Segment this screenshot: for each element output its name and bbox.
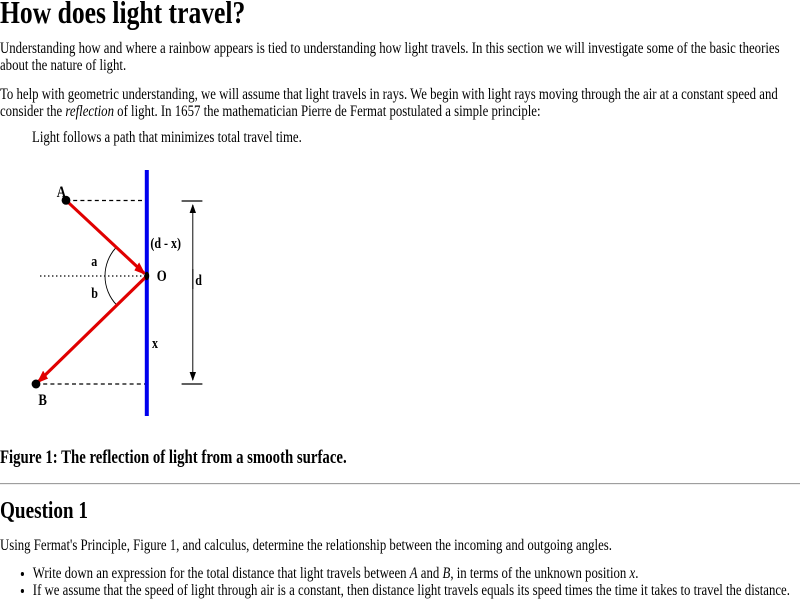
- bullet-total-distance: • Write down an expression for the total distance that light travels between A and B, in terms of the unknown position x.: [33, 565, 800, 582]
- question-bullet-list: [0, 565, 800, 599]
- question-heading: Question 1: [0, 498, 89, 524]
- point-b-dot: [32, 380, 41, 389]
- label-point-b: B: [38, 391, 47, 410]
- figure-1-diagram: [0, 164, 800, 422]
- page-title: How does light travel?: [0, 0, 246, 30]
- bullet-speed-time: • If we assume that the speed of light through air is a constant, then distance light travels equals its speed times the time it takes to travel the distance.: [33, 582, 800, 599]
- label-distance-x: x: [152, 334, 159, 352]
- label-angle-a: a: [91, 252, 98, 270]
- intro-paragraph-1: Understanding how and where a rainbow appears is tied to understanding how light travels. In this section we will investigate some of the basic theories about the nature of light.: [0, 40, 780, 74]
- reflection-diagram: [0, 164, 264, 422]
- angle-a-arc: [105, 247, 116, 276]
- angle-b-arc: [105, 276, 117, 305]
- incoming-ray: [66, 200, 144, 273]
- point-o-dot: [144, 272, 149, 280]
- question-intro: Using Fermat's Principle, Figure 1, and calculus, determine the relationship between the incoming and outgoing angles.: [0, 537, 612, 554]
- label-distance-d: d: [195, 271, 202, 289]
- fermat-principle-quote: Light follows a path that minimizes total travel time.: [32, 129, 302, 146]
- label-distance-d-minus-x: (d - x): [150, 234, 182, 252]
- figure-caption: Figure 1: The reflection of light from a smooth surface.: [0, 448, 347, 468]
- label-angle-b: b: [91, 284, 98, 302]
- label-point-a: A: [56, 183, 67, 202]
- intro-paragraph-2: To help with geometric understanding, we will assume that light travels in rays. We begin with light rays moving through the air at a constant speed and consider the reflection of light. In 1657 the mathematician Pierre de Fermat postulated a simple principle:: [0, 86, 778, 120]
- label-point-o: O: [156, 267, 167, 286]
- section-divider: [0, 483, 800, 485]
